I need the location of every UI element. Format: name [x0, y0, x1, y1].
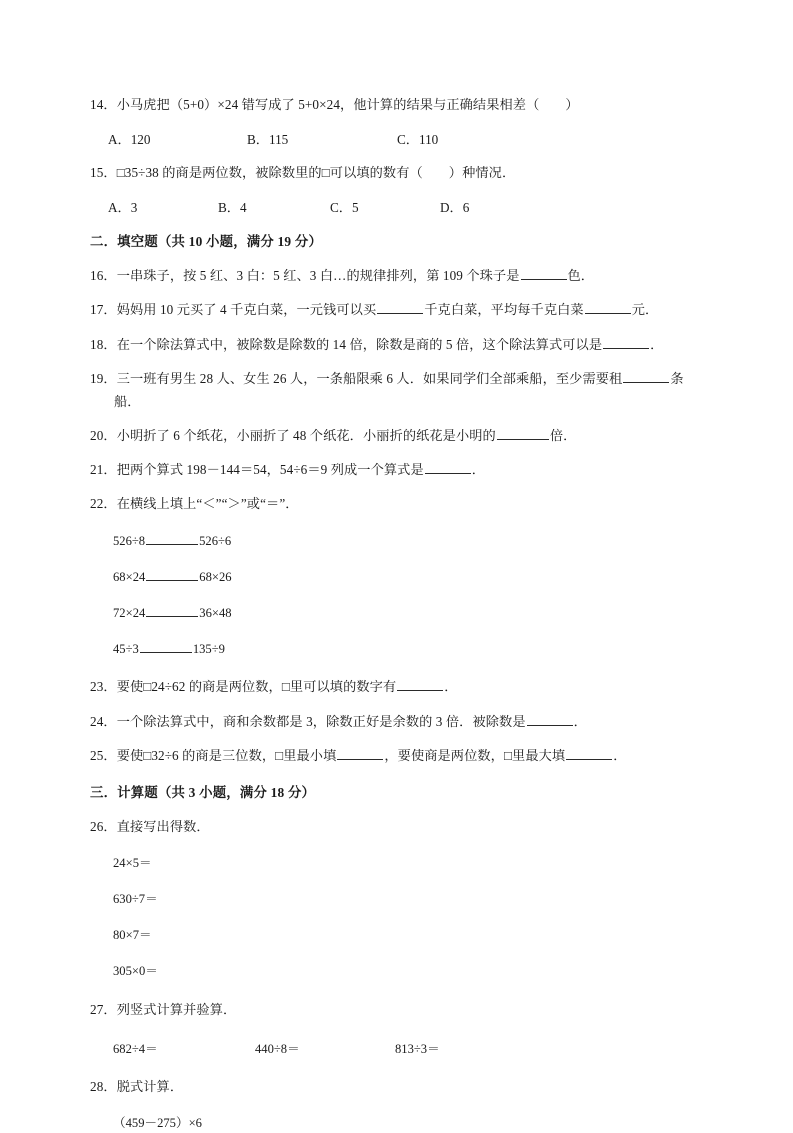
- question-25-text-b: ，要使商是两位数，□里最大填: [384, 747, 566, 763]
- question-24-blank-1[interactable]: [527, 712, 573, 726]
- question-17-text-b: 千克白菜，平均每千克白菜: [424, 302, 584, 318]
- question-25-text-a: 要使□32÷6 的商是三位数，□里最小填: [116, 747, 337, 763]
- question-27-expression-2: 440÷8＝: [255, 1042, 300, 1057]
- section-3-heading: 三．计算题（共 3 小题，满分 18 分）: [90, 784, 316, 800]
- question-24-text-a: 一个除法算式中，商和余数都是 3，除数正好是余数的 3 倍．被除数是: [116, 713, 526, 729]
- question-23: [90, 677, 719, 696]
- question-23-text-a: 要使□24÷62 的商是两位数，□里可以填的数字有: [116, 679, 397, 695]
- option-14-a[interactable]: A．120: [108, 132, 151, 148]
- question-27-number: 27．: [90, 1001, 117, 1017]
- question-25-blank-2[interactable]: [566, 746, 612, 760]
- question-20-text-b: 倍．: [549, 427, 577, 443]
- section-2-heading: 二．填空题（共 10 小题，满分 19 分）: [90, 234, 323, 250]
- question-15-options: [90, 197, 719, 217]
- question-23-number: 23．: [90, 679, 117, 695]
- question-17-text-a: 妈妈用 10 元买了 4 千克白菜，一元钱可以买: [116, 302, 377, 318]
- question-14-number: 14．: [90, 97, 117, 112]
- question-25-blank-1[interactable]: [337, 746, 383, 760]
- question-18-blank-1[interactable]: [603, 335, 649, 349]
- question-16-text-b: 色．: [567, 268, 595, 284]
- comparison-2-left: 68×24: [113, 570, 146, 585]
- option-15-c[interactable]: C．5: [330, 200, 359, 216]
- question-26-expression-3: 80×7＝: [113, 927, 152, 942]
- question-22-comparison-3: [90, 604, 719, 621]
- question-22-comparison-1: [90, 532, 719, 549]
- question-17-blank-2[interactable]: [585, 301, 631, 315]
- comparison-2-right: 68×26: [199, 570, 232, 585]
- question-15-paren-close: ）种情况．: [448, 165, 516, 181]
- option-14-b[interactable]: B．115: [247, 132, 289, 148]
- question-17-number: 17．: [90, 302, 117, 318]
- comparison-3-left: 72×24: [113, 606, 146, 621]
- question-25: [90, 746, 719, 765]
- question-21: [90, 460, 719, 479]
- question-23-text-b: ．: [444, 679, 458, 695]
- question-27-expressions: [90, 1038, 719, 1055]
- question-21-text-a: 把两个算式 198－144＝54，54÷6＝9 列成一个算式是: [116, 462, 424, 478]
- comparison-1-left: 526÷8: [113, 534, 146, 549]
- question-28-prompt: 脱式计算．: [116, 1079, 184, 1095]
- question-22-comparison-4: [90, 640, 719, 657]
- question-19-number: 19．: [90, 370, 117, 386]
- question-26-prompt: 直接写出得数．: [116, 818, 210, 834]
- question-27-expression-3: 813÷3＝: [395, 1042, 440, 1057]
- question-16-number: 16．: [90, 268, 117, 284]
- question-26: [90, 817, 719, 836]
- question-27: [90, 1000, 719, 1019]
- question-14-options: [90, 129, 719, 149]
- question-14: [90, 95, 719, 114]
- question-28-expression-1: （459－275）×6: [113, 1116, 202, 1131]
- option-15-d[interactable]: D．6: [440, 200, 470, 216]
- question-19-continuation: 船．: [114, 393, 141, 409]
- question-22-prompt: 在横线上填上“＜”“＞”或“＝”．: [116, 496, 299, 512]
- question-27-prompt: 列竖式计算并验算．: [116, 1001, 237, 1017]
- question-15-text: □35÷38 的商是两位数，被除数里的□可以填的数有（: [116, 165, 423, 181]
- question-17: [90, 300, 719, 319]
- question-15: [90, 163, 719, 182]
- question-20-number: 20．: [90, 427, 117, 443]
- question-22-comparison-2: [90, 568, 719, 585]
- question-14-paren-close: ）: [565, 97, 579, 112]
- question-16: [90, 266, 719, 285]
- question-17-text-c: 元．: [631, 302, 659, 318]
- question-15-number: 15．: [90, 165, 117, 181]
- question-24: [90, 712, 719, 731]
- question-19-blank-1[interactable]: [623, 369, 669, 383]
- question-24-text-b: ．: [573, 713, 587, 729]
- question-23-blank-1[interactable]: [397, 678, 443, 692]
- question-18-text-b: ．: [650, 336, 664, 352]
- question-22: [90, 494, 719, 513]
- question-20: [90, 426, 719, 445]
- comparison-4-blank[interactable]: [140, 640, 192, 653]
- question-27-expression-1: 682÷4＝: [113, 1042, 158, 1057]
- question-21-text-b: ．: [471, 462, 486, 478]
- question-18-text-a: 在一个除法算式中，被除数是除数的 14 倍，除数是商的 5 倍，这个除法算式可以是: [116, 336, 603, 352]
- question-24-number: 24．: [90, 713, 117, 729]
- question-21-blank-1[interactable]: [425, 461, 471, 475]
- question-14-text: 小马虎把（5+0）×24 错写成了 5+0×24，他计算的结果与正确结果相差（: [116, 97, 540, 112]
- question-20-blank-1[interactable]: [497, 426, 549, 440]
- comparison-4-left: 45÷3: [113, 642, 139, 657]
- comparison-1-blank[interactable]: [146, 532, 198, 545]
- question-26-expression-1: 24×5＝: [113, 855, 152, 870]
- question-25-number: 25．: [90, 747, 117, 763]
- question-22-number: 22．: [90, 496, 117, 512]
- question-16-text-a: 一串珠子，按 5 红、3 白：5 红、3 白…的规律排列，第 109 个珠子是: [116, 268, 520, 284]
- question-19-text-b: 条: [670, 370, 684, 386]
- question-26-number: 26．: [90, 818, 117, 834]
- option-14-c[interactable]: C．110: [397, 132, 439, 148]
- question-19-text-a: 三一班有男生 28 人、女生 26 人，一条船限乘 6 人．如果同学们全部乘船，至少需要租: [116, 370, 623, 386]
- option-15-a[interactable]: A．3: [108, 200, 138, 216]
- question-25-text-c: ．: [613, 747, 627, 763]
- question-20-text-a: 小明折了 6 个纸花，小丽折了 48 个纸花．小丽折的纸花是小明的: [116, 427, 496, 443]
- comparison-3-blank[interactable]: [146, 604, 198, 617]
- comparison-3-right: 36×48: [199, 606, 232, 621]
- option-15-b[interactable]: B．4: [218, 200, 247, 216]
- question-28: [90, 1077, 719, 1096]
- comparison-2-blank[interactable]: [146, 568, 198, 581]
- question-16-blank-1[interactable]: [521, 267, 567, 281]
- question-18-number: 18．: [90, 336, 117, 352]
- question-28-number: 28．: [90, 1079, 117, 1095]
- comparison-1-right: 526÷6: [199, 534, 232, 549]
- question-19: [90, 369, 719, 388]
- comparison-4-right: 135÷9: [192, 642, 225, 657]
- question-26-expression-4: 305×0＝: [113, 963, 158, 978]
- question-17-blank-1[interactable]: [377, 301, 423, 315]
- question-26-expression-2: 630÷7＝: [113, 891, 158, 906]
- question-21-number: 21．: [90, 462, 117, 478]
- question-18: [90, 335, 719, 354]
